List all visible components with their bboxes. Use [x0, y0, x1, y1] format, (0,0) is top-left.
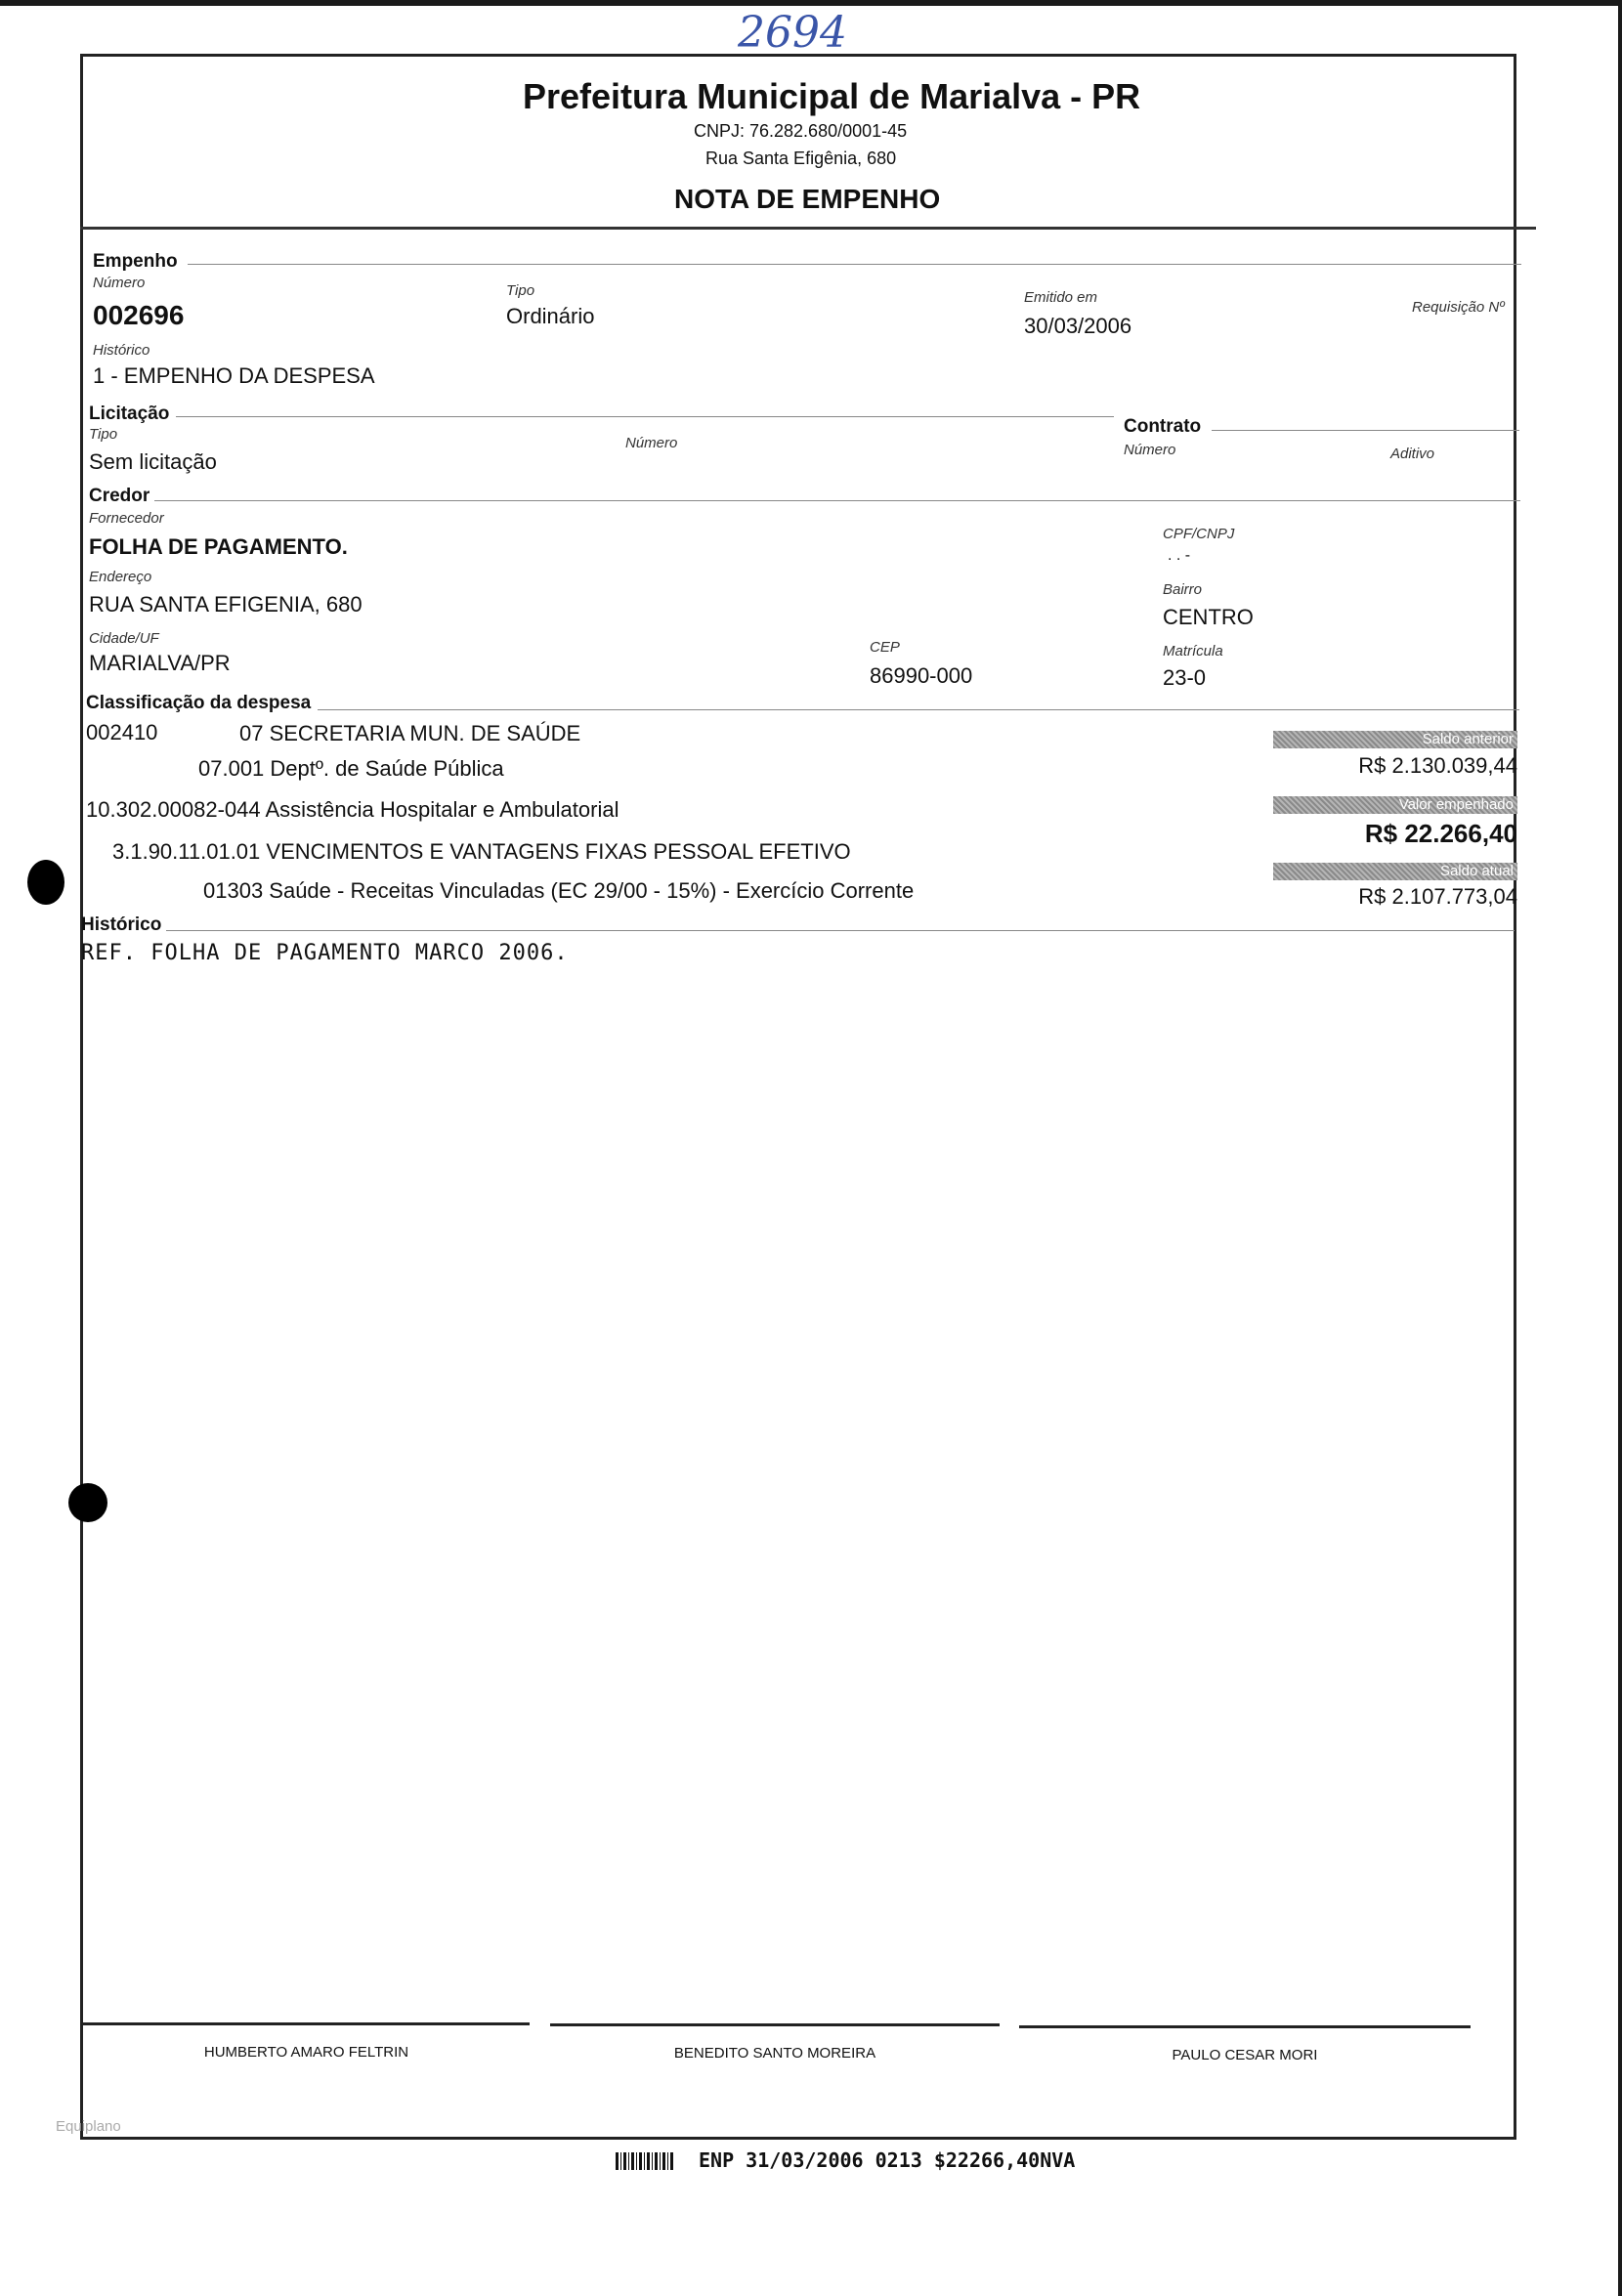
- empenho-tipo: Ordinário: [506, 304, 595, 328]
- signature-name-1: HUMBERTO AMARO FELTRIN: [203, 2044, 409, 2061]
- software-watermark: Equiplano: [56, 2118, 121, 2135]
- address-line: Rua Santa Efigênia, 680: [705, 149, 897, 168]
- endereco-value: RUA SANTA EFIGENIA, 680: [89, 592, 363, 617]
- cidade-value: MARIALVA/PR: [89, 651, 231, 675]
- licitacao-numero-label: Número: [625, 435, 678, 451]
- matricula-label: Matrícula: [1163, 643, 1223, 659]
- bottom-stamp: ENP 31/03/2006 0213 $22266,40NVA: [699, 2148, 1076, 2172]
- handwritten-page-number: 2694: [738, 8, 847, 58]
- saldo-anterior-value: R$ 2.130.039,44: [1358, 753, 1517, 778]
- classificacao-unidade: 07.001 Deptº. de Saúde Pública: [198, 756, 504, 781]
- licitacao-tipo-label: Tipo: [89, 426, 118, 443]
- classificacao-fonte: 01303 Saúde - Receitas Vinculadas (EC 29/00 - 15%) - Exercício Corrente: [203, 878, 915, 903]
- signature-name-3: PAULO CESAR MORI: [1172, 2047, 1318, 2063]
- empenho-historico-label: Histórico: [93, 342, 150, 359]
- credor-section-title: Credor: [89, 486, 150, 506]
- historico-section-title: Histórico: [81, 914, 162, 935]
- empenho-numero: 002696: [93, 300, 185, 330]
- document-title: NOTA DE EMPENHO: [674, 184, 941, 214]
- cpf-label: CPF/CNPJ: [1163, 526, 1235, 542]
- fornecedor-name: FOLHA DE PAGAMENTO.: [89, 534, 348, 559]
- historico-text: REF. FOLHA DE PAGAMENTO MARCO 2006.: [81, 941, 569, 965]
- matricula-value: 23-0: [1163, 665, 1207, 690]
- contrato-aditivo-label: Aditivo: [1390, 446, 1435, 462]
- valor-empenhado-value: R$ 22.266,40: [1364, 819, 1517, 848]
- bairro-value: CENTRO: [1163, 605, 1254, 629]
- credor-rule: [154, 500, 1520, 501]
- endereco-label: Endereço: [89, 569, 152, 585]
- empenho-tipo-label: Tipo: [506, 282, 535, 299]
- cpf-value: . . -: [1168, 547, 1191, 564]
- signature-name-2: BENEDITO SANTO MOREIRA: [673, 2045, 876, 2062]
- empenho-section-title: Empenho: [93, 251, 178, 272]
- contrato-rule: [1212, 430, 1519, 431]
- emitido-date: 30/03/2006: [1024, 314, 1132, 338]
- classificacao-section-title: Classificação da despesa: [86, 693, 312, 713]
- bairro-label: Bairro: [1163, 581, 1203, 598]
- valor-empenhado-label: Valor empenhado: [1273, 796, 1517, 814]
- scan-edge-right: [1618, 0, 1622, 2296]
- saldo-atual-label: Saldo atual: [1273, 863, 1517, 880]
- licitacao-tipo: Sem licitação: [89, 449, 217, 474]
- classificacao-orgao: 07 SECRETARIA MUN. DE SAÚDE: [239, 721, 581, 745]
- cep-value: 86990-000: [870, 663, 973, 688]
- requisicao-label: Requisição Nº: [1412, 299, 1505, 316]
- contrato-section-title: Contrato: [1124, 416, 1202, 437]
- cep-label: CEP: [870, 639, 900, 656]
- historico-rule: [166, 930, 1515, 931]
- signature-line-1: [83, 2022, 530, 2025]
- saldo-atual-value: R$ 2.107.773,04: [1358, 884, 1517, 909]
- empenho-historico: 1 - EMPENHO DA DESPESA: [93, 363, 375, 388]
- classificacao-funcional: 10.302.00082-044 Assistência Hospitalar e Ambulatorial: [86, 797, 619, 822]
- classificacao-elemento: 3.1.90.11.01.01 VENCIMENTOS E VANTAGENS FIXAS PESSOAL EFETIVO: [112, 839, 851, 864]
- empenho-numero-label: Número: [93, 275, 146, 291]
- punch-hole-bottom: [68, 1483, 107, 1522]
- licitacao-section-title: Licitação: [89, 404, 170, 424]
- signature-line-3: [1019, 2025, 1471, 2028]
- contrato-numero-label: Número: [1124, 442, 1176, 458]
- punch-hole-top: [27, 860, 64, 905]
- municipality-title: Prefeitura Municipal de Marialva - PR: [523, 76, 1141, 116]
- saldo-anterior-label: Saldo anterior: [1273, 731, 1517, 748]
- stamp-barcode: [616, 2152, 674, 2170]
- classificacao-code: 002410: [86, 720, 158, 744]
- scan-edge-top: [0, 0, 1622, 6]
- cidade-label: Cidade/UF: [89, 630, 159, 647]
- header-divider: [80, 227, 1536, 230]
- fornecedor-label: Fornecedor: [89, 510, 164, 527]
- emitido-label: Emitido em: [1024, 289, 1098, 306]
- licitacao-rule: [176, 416, 1114, 417]
- cnpj-line: CNPJ: 76.282.680/0001-45: [694, 121, 908, 141]
- classificacao-rule: [318, 709, 1519, 710]
- empenho-rule: [188, 264, 1521, 265]
- signature-line-2: [550, 2023, 1000, 2026]
